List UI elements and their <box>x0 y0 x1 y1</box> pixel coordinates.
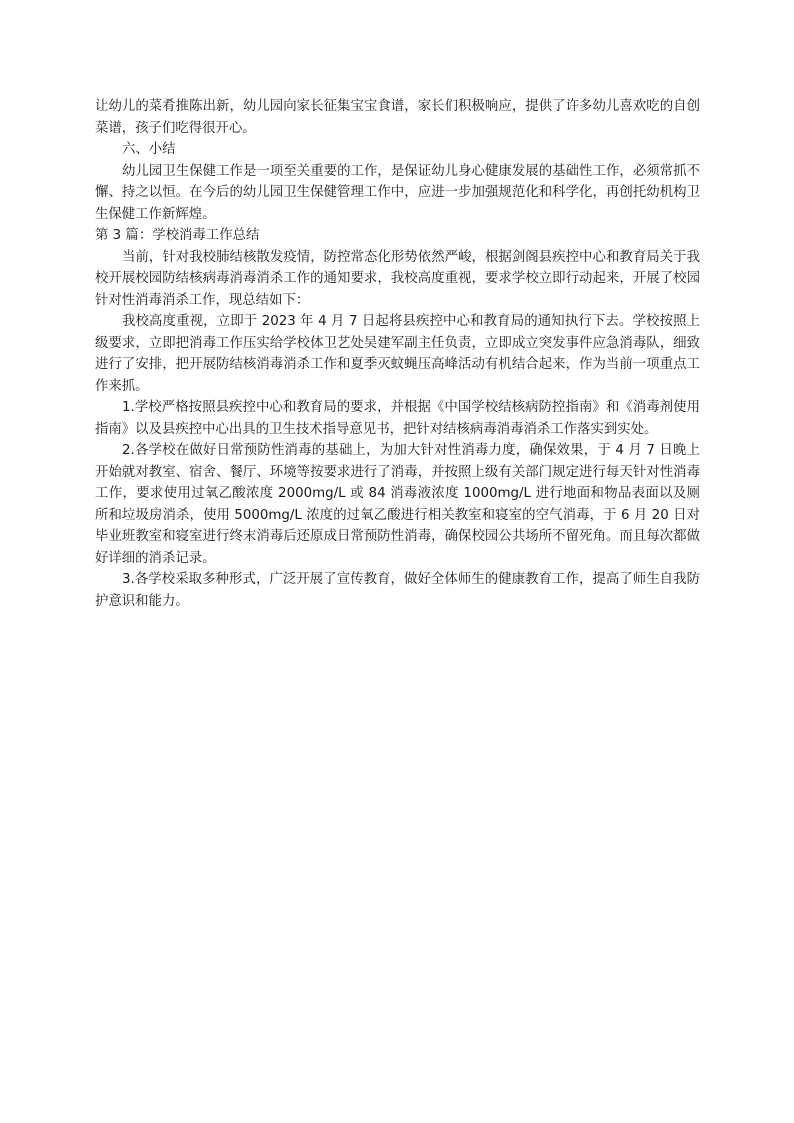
list-item-1: 1.学校严格按照县疾控中心和教育局的要求，并根据《中国学校结核病防控指南》和《消毒剂使用指南》以及县疾控中心出具的卫生技术指导意见书，把针对结核病毒消毒消杀工作落实到实处。 <box>95 400 700 437</box>
paragraph-summary: 幼儿园卫生保健工作是一项至关重要的工作，是保证幼儿身心健康发展的基础性工作，必须常抓不懈、持之以恒。在今后的幼儿园卫生保健管理工作中，应进一步加强规范化和科学化，再创托幼机构卫生保健工作新辉煌。 <box>95 163 700 222</box>
document-page <box>95 96 700 612</box>
paragraph-continued: 让幼儿的菜肴推陈出新，幼儿园向家长征集宝宝食谱，家长们积极响应，提供了许多幼儿喜欢吃的自创菜谱，孩子们吃得很开心。 <box>95 99 700 136</box>
section-six-heading: 六、小结 <box>122 142 176 157</box>
paragraph-intro: 当前，针对我校肺结核散发疫情，防控常态化形势依然严峻，根据剑阁县疾控中心和教育局关于我校开展校园防结核病毒消毒消杀工作的通知要求，我校高度重视，要求学校立即行动起来，开展了校园针对性消毒消杀工作，现总结如下： <box>95 249 700 308</box>
list-item-2: 2.各学校在做好日常预防性消毒的基础上，为加大针对性消毒力度，确保效果，于 4 月 7 日晚上开始就对教室、宿舍、餐厅、环境等按要求进行了消毒，并按照上级有关部门规定进行每天针对性消毒工作，要求使用过氧乙酸浓度 2000mg/L 或 84 消毒液浓度 1000mg/L 进行地面和物品表面以及厕所和垃圾房消杀，使用 5000mg/L 浓度的过氧乙酸进行相关教室和寝室的空气消毒，于 6 月 20 日对毕业班教室和寝室进行终末消毒后还原成日常预防性消毒，确保校园公共场所不留死角。而且每次都做好详细的消杀记录。 <box>95 443 700 566</box>
paragraph-importance: 我校高度重视，立即于 2023 年 4 月 7 日起将县疾控中心和教育局的通知执行下去。学校按照上级要求，立即把消毒工作压实给学校体卫艺处吴建军副主任负责，立即成立突发事件应急消毒队，细致进行了安排，把开展防结核消毒消杀工作和夏季灭蚊蝇压高峰活动有机结合起来，作为当前一项重点工作来抓。 <box>95 314 700 394</box>
article-title: 第 3 篇：学校消毒工作总结 <box>95 228 260 243</box>
list-item-3: 3.各学校采取多种形式，广泛开展了宣传教育，做好全体师生的健康教育工作，提高了师生自我防护意识和能力。 <box>95 572 700 609</box>
